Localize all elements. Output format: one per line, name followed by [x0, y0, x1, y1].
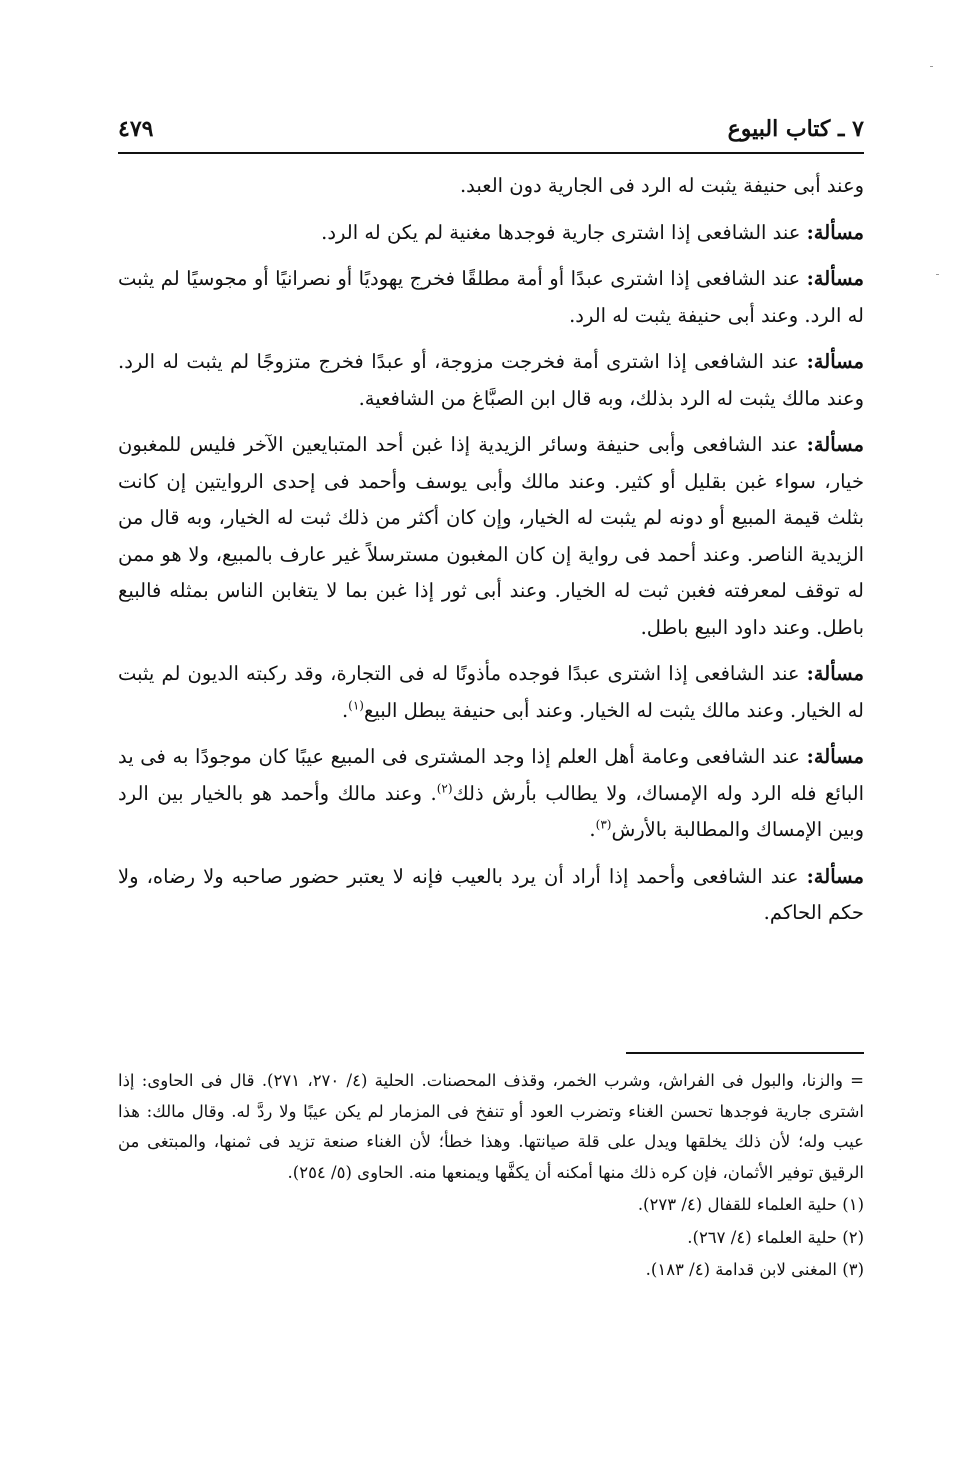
masala-tail: . [341, 698, 349, 722]
scan-speck [930, 66, 933, 67]
scan-speck [936, 274, 939, 275]
masala-paragraph [118, 656, 864, 729]
masala-text: عند الشافعى إذا اشترى عبدًا أو أمة مطلقًا فخرج يهوديًا أو نصرانيًا أو مجوسيًا لم يثبت له الرد. وعند أبى حنيفة يثبت له الرد. [118, 267, 864, 327]
footnote-item: (٣) المغنى لابن قدامة (٤/ ١٨٣). [645, 1260, 864, 1279]
masala-term: مسألة: [806, 433, 865, 456]
page-number: ٤٧٩ [118, 116, 154, 142]
footnote-continuation: = والزنا، والبول فى الفراش، وشرب الخمر، وقذف المحصنات. الحلية (٤/ ٢٧٠، ٢٧١). قال فى الحاوى: إذا اشترى جارية فوجدها تحسن الغناء وتضرب العود أو تنفخ فى المزمار لم يكن عيبًا ولا ردَّ له. وقال مالك: هذا عيب وله؛ لأن ذلك يخلقها ويدل على قلة صيانتها. وهذا خطأ؛ لأن الغناء صنعة تزيد فى ثمنها، والمبتغى من الرقيق توفير الأثمان، فإن كره ذلك منها أمكنه أن يكفَّها ويمنعها منه. الحاوى (٥/ ٢٥٤). [118, 1071, 864, 1182]
footnote-ref[interactable]: (٢) [436, 781, 453, 795]
masala-text: عند الشافعى وعامة أهل العلم إذا وجد المشترى فى المبيع عيبًا كان موجودًا به فى يد البائع فله الرد وله الإمساك، ولا يطالب بأرش ذلك [118, 745, 864, 805]
masala-paragraph [118, 215, 864, 252]
masala-tail: . [589, 818, 596, 841]
main-text [118, 168, 864, 942]
masala-term: مسألة: [806, 745, 865, 768]
masala-paragraph [118, 261, 864, 334]
masala-term: مسألة: [806, 267, 864, 290]
footnote-item: (٢) حلية العلماء (٤/ ٢٦٧). [687, 1227, 864, 1247]
masala-term: مسألة: [806, 864, 864, 888]
chapter-title: ٧ ـ كتاب البيوع [727, 116, 864, 142]
footnote-ref[interactable]: (١) [348, 698, 364, 712]
masala-paragraph [118, 427, 864, 646]
masala-text: عند الشافعى إذا اشترى عبدًا فوجده مأذونًا له فى التجارة، وقد ركبته الديون لم يثبت له الخيار. وعند مالك يثبت له الخيار. وعند أبى حنيفة يبطل البيع [118, 662, 864, 722]
masala-text: عند الشافعى وأحمد إذا أراد أن يرد بالعيب فإنه لا يعتبر حضور صاحبه ولا رضاه، ولا حكم الحاكم. [118, 864, 864, 924]
footnote-item: (١) حلية العلماء للقفال (٤/ ٢٧٣). [637, 1195, 864, 1214]
intro-paragraph: وعند أبى حنيفة يثبت له الرد فى الجارية دون العبد. [459, 174, 864, 197]
footnote-ref[interactable]: (٣) [595, 817, 612, 832]
masala-term: مسألة: [806, 662, 864, 685]
masala-paragraph [118, 739, 864, 849]
masala-text: عند الشافعى إذا اشترى أمة فخرجت مزوجة، أو عبدًا فخرج متزوجًا لم يثبت له الرد. وعند مالك يثبت له الرد بذلك، وبه قال ابن الصبَّاغ من الشافعية. [118, 350, 864, 410]
masala-tail: . وعند مالك وأحمد هو بالخيار بين الرد وبين الإمساك والمطالبة بالأرش [118, 781, 864, 841]
masala-paragraph [118, 859, 864, 932]
masala-text: عند الشافعى وأبى حنيفة وسائر الزيدية إذا غبن أحد المتبايعين الآخر فليس للمغبون خيار، سواء غبن بقليل أو كثير. وعند مالك وأبى يوسف وأحمد فى إحدى الروايتين إن كانت بثلث قيمة المبيع أو دونه لم يثبت له الخيار، وإن كان أكثر من ذلك ثبت له الخيار، وبه قال من الزيدية الناصر. وعند أحمد فى رواية إن كان المغبون مسترسلاً غير عارف بالمبيع، ولا هو ممن له توقف لمعرفته فغبن ثبت له الخيار. وعند أبى ثور إذا غبن بما لا يتغابن الناس بمثله فالبيع باطل. وعند داود البيع باطل. [118, 433, 864, 639]
masala-term: مسألة: [806, 350, 864, 373]
masala-paragraph [118, 344, 864, 417]
masala-text: عند الشافعى إذا اشترى جارية فوجدها مغنية لم يكن له الرد. [321, 220, 801, 244]
masala-term: مسألة: [806, 220, 864, 244]
footnote-separator [626, 1052, 864, 1054]
running-header [118, 112, 864, 154]
footnotes [118, 1066, 864, 1288]
